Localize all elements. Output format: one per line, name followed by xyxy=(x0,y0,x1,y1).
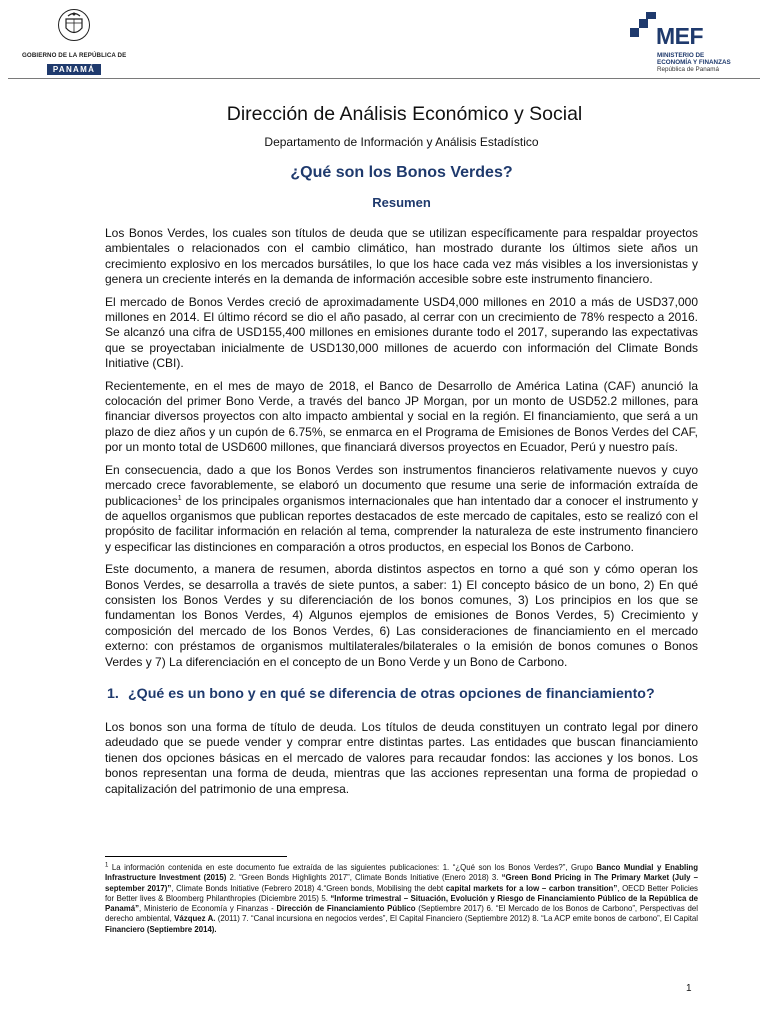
header-divider xyxy=(8,78,760,79)
footnote-text: (Septiembre 2017) 6. “El Mercado de los Bonos de Carbono”, Perspectivas del derecho ambiental, xyxy=(105,904,698,924)
document-body xyxy=(105,101,698,797)
mef-line-ministerio: MINISTERIO DE xyxy=(657,52,705,59)
section-number: 1. xyxy=(107,685,119,702)
footnote-reference: 1 xyxy=(177,494,182,502)
mef-logo xyxy=(630,12,750,78)
footnote-text: , Ministerio de Economía y Finanzas - xyxy=(139,904,277,914)
paragraph-text: de los principales organismos internacionales que han intentado dar a conocer el instrumento y de aquellos organismos que publican reportes destacados de este mercado de capitales, esto se realizó con el propósito de facilitar información en relación al tema, comprender la naturaleza de este instrumento financiero y especificar las distinciones en comparación a otros productos, en especial los Bonos de Carbono. xyxy=(105,493,698,554)
main-question-heading: ¿Qué son los Bonos Verdes? xyxy=(290,164,513,181)
mef-line-republica: República de Panamá xyxy=(657,66,719,73)
government-of-panama-logo xyxy=(22,8,126,72)
page-header xyxy=(0,0,768,82)
footnote xyxy=(105,863,698,935)
footnote-bold-text: Financiero (Septiembre 2014). xyxy=(105,924,217,934)
footnote-text: La información contenida en este documento fue extraída de las siguientes publicaciones: 1. “¿Qué son los Bonos Verdes?”, Grupo xyxy=(108,863,597,872)
section-title: ¿Qué es un bono y en qué se diferencia de otras opciones de financiamiento? xyxy=(128,685,655,702)
footnote-bold-text: “Informe trimestral – Situación, Evolución y Riesgo de Financiamiento Público de la República de Panamá” xyxy=(105,893,698,914)
paragraph xyxy=(105,463,698,555)
gov-logo-country: PANAMÁ xyxy=(47,64,101,75)
footnote-bold-text: “Green Bond Pricing in The Primary Market (July –september 2017)” xyxy=(105,873,698,893)
footnote-bold-text: Vázquez A. xyxy=(174,914,216,924)
footnote-text: (2011) 7. “Canal incursiona en negocios verdes”, El Capital Financiero (Septiembre 2012) 8. “La ACP emite bonos de carbono”, El Capital xyxy=(215,914,698,924)
footnote-text: 2. “Green Bonds Highlights 2017”, Climate Bonds Initiative (Enero 2018) 3. xyxy=(226,873,502,883)
paragraph: El mercado de Bonos Verdes creció de aproximadamente USD4,000 millones en 2010 a más de USD37,000 millones en 2014. El último récord se dio el año pasado, al cerrar con un crecimiento de 78% respecto a 2016. Se alcanzó una cifra de USD155,400 millones en emisiones durante todo el 2017, superando las expectativas que se proyectaban inicialmente de USD130,000 millones de acuerdo con información del Climate Bonds Initiative (CBI). xyxy=(105,294,698,371)
footnote-text: , OECD Better Policies for Better lives & Bloomberg Philanthropies (Diciembre 2015) 5. xyxy=(105,883,698,903)
footnote-bold-text: Dirección de Financiamiento Público xyxy=(276,904,416,914)
mef-mark-icon xyxy=(630,12,656,44)
paragraph: Los Bonos Verdes, los cuales son títulos de deuda que se utilizan específicamente para respaldar proyectos ambientales o relacionados con el cambio climático, han mostrado durante los últimos siete años un crecimiento explosivo en los mercados bursátiles, lo que los hace cada vez más visibles a los inversionistas y genera un creciente interés en la demanda de información accesible sobre este instrumento financiero. xyxy=(105,226,698,287)
paragraph-text: En consecuencia, dado a que los Bonos Verdes son instrumentos financieros relativamente nuevos y cuyo mercado crece favorablemente, se elaboró un documento que resume una serie de información extraída de publicaciones xyxy=(105,462,698,508)
mef-line-economia: ECONOMÍA Y FINANZAS xyxy=(657,59,731,66)
gov-logo-text: GOBIERNO DE LA REPÚBLICA DE xyxy=(22,52,127,59)
footnote-bold-text: Banco Mundial y Enabling Infrastructure Investment (2015) xyxy=(105,863,698,883)
mef-acronym: MEF xyxy=(656,23,704,49)
document-subtitle: Departamento de Información y Análisis Estadístico xyxy=(264,135,539,149)
footnote-marker: 1 xyxy=(105,862,109,869)
paragraph: Recientemente, en el mes de mayo de 2018, el Banco de Desarrollo de América Latina (CAF) anunció la colocación del primer Bono Verde, a través del banco JP Morgan, por un monto de USD52.2 millones, para financiar diversos proyectos con alto impacto ambiental y social en la región. El financiamiento, que será a un plazo de diez años y un cupón de 6.75%, se enmarca en el Programa de Emisiones de Bonos Verdes del CAF, por un monto total de USD600 millones, que financiará diversos proyectos en Ecuador, Perú y nuestro país. xyxy=(105,378,698,455)
section-heading xyxy=(107,685,698,703)
page-number: 1 xyxy=(686,983,692,994)
paragraph: Este documento, a manera de resumen, aborda distintos aspectos en torno a qué son y cómo operan los Bonos Verdes, se desarrolla a través de siete puntos, a saber: 1) El concepto básico de un bono, 2) En qué consisten los Bonos Verdes y su diferenciación de los bonos comunes, 3) Los principios en los que se fundamentan los Bonos Verdes, 4) Algunos ejemplos de emisiones de Bonos Verdes, 5) Crecimiento y composición del mercado de los Bonos Verdes, 6) Las consideraciones de financiamiento en el mercado externo: con préstamos de organismos multilaterales/bilaterales o la emisión de bonos comunes o Bonos Verdes y 7) La diferenciación en el concepto de un Bono Verde y un Bono de Carbono. xyxy=(105,562,698,669)
paragraph: Los bonos son una forma de título de deuda. Los títulos de deuda constituyen un contrato legal por dinero adeudado que se puede vender y comprar entre distintas partes. Las entidades que buscan financiamiento tienen dos opciones básicas en el mercado de valores para recaudar fondos: las acciones y los bonos. Los bonos representan una forma de deuda, mientras que las acciones representan una forma de propiedad o capitalización del patrimonio de una empresa. xyxy=(105,719,698,796)
document-title: Dirección de Análisis Económico y Social xyxy=(226,103,583,125)
coat-of-arms-icon xyxy=(57,8,91,42)
summary-heading: Resumen xyxy=(372,195,431,210)
footnote-bold-text: capital markets for a low – carbon transition” xyxy=(445,883,618,893)
footnote-text: , Climate Bonds Initiative (Febrero 2018) 4.“Green bonds, Mobilising the debt xyxy=(171,883,446,893)
footnote-divider xyxy=(105,856,287,857)
